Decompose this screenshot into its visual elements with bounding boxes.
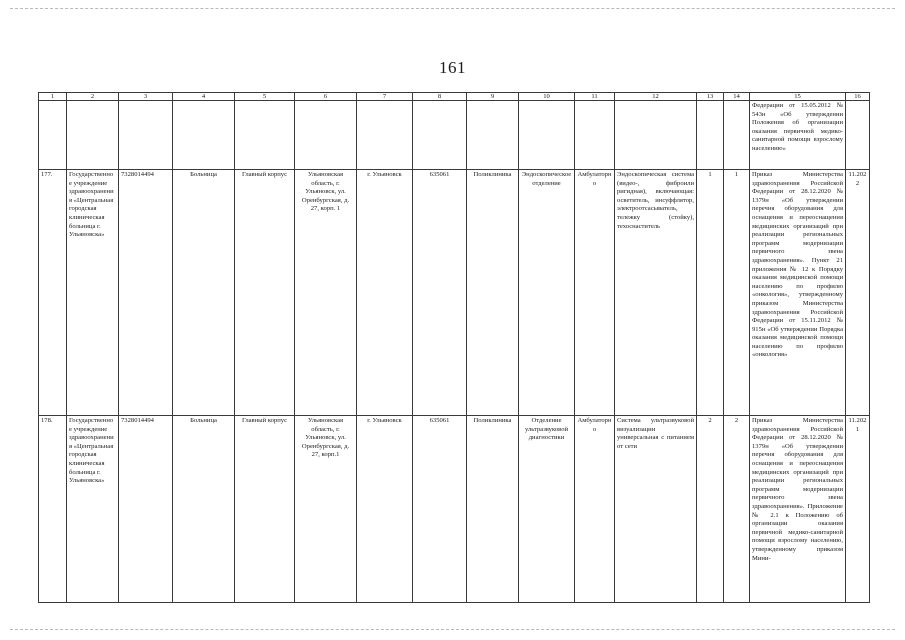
date-cell: 11.2022 [846, 170, 870, 416]
table-row [39, 416, 870, 603]
address-cell: Ульяновская область, г. Ульяновск, ул. Оренбургская, д. 27, корп.1 [295, 416, 357, 603]
page-number: 161 [439, 58, 466, 77]
header-cell: 6 [295, 93, 357, 101]
header-cell: 12 [615, 93, 697, 101]
header-cell: 16 [846, 93, 870, 101]
table-cell [173, 101, 235, 170]
header-cell: 5 [235, 93, 295, 101]
table-cell [357, 101, 413, 170]
table-cell [39, 101, 67, 170]
inn-cell: 7328014494 [119, 416, 173, 603]
header-cell: 15 [750, 93, 846, 101]
quantity-cell: 1 [697, 170, 724, 416]
address-cell: Ульяновская область, г. Ульяновск, ул. Оренбургская, д. 27, корп. 1 [295, 170, 357, 416]
scan-edge-top [10, 8, 895, 9]
table-cell [295, 101, 357, 170]
organization-cell: Государственное учреждение здравоохранения «Центральная городская клиническая больница г. Ульяновска» [67, 170, 119, 416]
equipment-cell: Система ультразвуковой визуализации универсальная с питанием от сети [615, 416, 697, 603]
scan-edge-bottom [10, 629, 895, 630]
facility-type-cell: Больница [173, 170, 235, 416]
header-cell: 2 [67, 93, 119, 101]
legal-basis-cell: Приказ Министерства здравоохранения Российской Федерации от 28.12.2020 № 1379н «Об утверждении перечня оборудования для оснащения и переоснащения медицинских организаций при реализации региональных программ модернизации первичного звена здравоохранения». Приложение № 2.1 к Положению об организации оказания первичной медико-санитарной помощи взрослому населению, утвержденному приказом Мини- [750, 416, 846, 603]
code-cell: 635061 [413, 170, 467, 416]
table-cell [615, 101, 697, 170]
table-cell [575, 101, 615, 170]
city-cell: г. Ульяновск [357, 170, 413, 416]
header-cell: 4 [173, 93, 235, 101]
registry-table [38, 92, 870, 603]
organization-cell: Государственное учреждение здравоохранения «Центральная городская клиническая больница г. Ульяновска» [67, 416, 119, 603]
date-cell: 11.2021 [846, 416, 870, 603]
quantity-cell: 1 [724, 170, 750, 416]
row-number-cell: 178. [39, 416, 67, 603]
building-cell: Главный корпус [235, 170, 295, 416]
header-cell: 13 [697, 93, 724, 101]
equipment-cell: Эндоскопическая система (видео-, фиброили ригидная), включающая: осветитель, инсуффлятор, электроотсасыватель, тележку (стойку), техоснаститель [615, 170, 697, 416]
table-cell [846, 101, 870, 170]
table-cell [235, 101, 295, 170]
row-number-cell: 177. [39, 170, 67, 416]
table-cell [697, 101, 724, 170]
department-cell: Отделение ультразвуковой диагностики [519, 416, 575, 603]
header-cell: 9 [467, 93, 519, 101]
header-cell: 7 [357, 93, 413, 101]
table-row [39, 170, 870, 416]
quantity-cell: 2 [724, 416, 750, 603]
facility-type-cell: Больница [173, 416, 235, 603]
table-cell [467, 101, 519, 170]
quantity-cell: 2 [697, 416, 724, 603]
table-cell [413, 101, 467, 170]
table-cell [119, 101, 173, 170]
header-cell: 11 [575, 93, 615, 101]
continuation-row [39, 101, 870, 170]
table-cell [67, 101, 119, 170]
code-cell: 635061 [413, 416, 467, 603]
care-mode-cell: Амбулаторно [575, 170, 615, 416]
legal-basis-cell: Федерации от 15.05.2012 № 543н «Об утверждении Положения об организации оказания первичной медико-санитарной помощи взрослому населению» [750, 101, 846, 170]
header-cell: 14 [724, 93, 750, 101]
legal-basis-cell: Приказ Министерства здравоохранения Российской Федерации от 28.12.2020 № 1379н «Об утверждении перечня оборудования для оснащения и переоснащения медицинских организаций при реализации региональных программ модернизации первичного звена здравоохранения». Пункт 21 приложения № 12 к Порядку оказания медицинской помощи населению по профилю «онкология», утвержденному приказом Министерства здравоохранения Российской Федерации от 15.11.2012 № 915н «Об утверждении Порядка оказания медицинской помощи населению по профилю «онкология» [750, 170, 846, 416]
header-cell: 10 [519, 93, 575, 101]
header-row [39, 93, 870, 101]
care-mode-cell: Амбулаторно [575, 416, 615, 603]
inn-cell: 7328014494 [119, 170, 173, 416]
header-cell: 1 [39, 93, 67, 101]
unit-cell: Поликлиника [467, 170, 519, 416]
header-cell: 8 [413, 93, 467, 101]
table-cell [519, 101, 575, 170]
header-cell: 3 [119, 93, 173, 101]
table-cell [724, 101, 750, 170]
building-cell: Главный корпус [235, 416, 295, 603]
unit-cell: Поликлиника [467, 416, 519, 603]
department-cell: Эндоскопическое отделение [519, 170, 575, 416]
city-cell: г. Ульяновск [357, 416, 413, 603]
